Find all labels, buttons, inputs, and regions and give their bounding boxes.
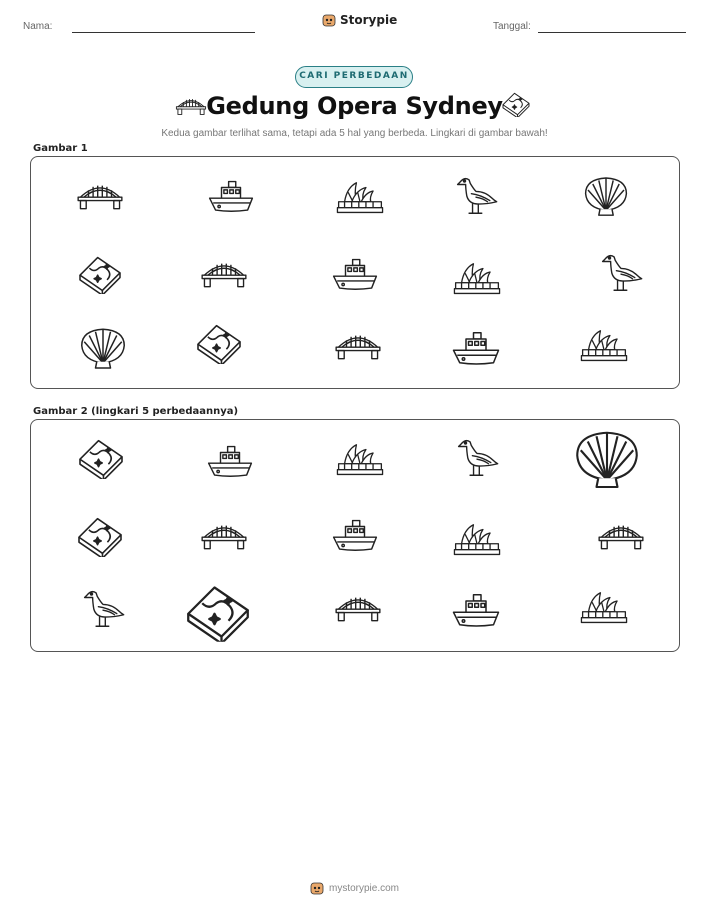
shell-icon (78, 325, 128, 371)
page-title: Gedung Opera Sydney (206, 92, 503, 120)
bridge-icon (201, 259, 247, 289)
bridge-icon (77, 181, 123, 211)
map-icon (194, 322, 244, 364)
footer (0, 881, 709, 895)
instructions: Kedua gambar terlihat sama, tetapi ada 5 hal yang berbeda. Lingkari di gambar bawah! (161, 128, 548, 139)
opera-house-icon (452, 520, 502, 558)
date-line[interactable] (538, 32, 686, 33)
mascot-icon (310, 881, 324, 895)
picture-1-label: Gambar 1 (33, 143, 88, 154)
name-label: Nama: (23, 21, 53, 32)
seagull-icon (452, 173, 500, 219)
date-label: Tanggal: (493, 21, 531, 32)
opera-house-icon (579, 326, 629, 364)
shell-icon-large[interactable] (572, 425, 642, 493)
seagull-icon (453, 435, 501, 481)
activity-badge: CARI PERBEDAAN (295, 66, 413, 88)
seagull-icon (597, 250, 645, 296)
opera-house-icon (335, 440, 385, 478)
brand-logo (322, 13, 397, 27)
shell-icon (582, 174, 630, 218)
opera-house-icon (579, 588, 629, 626)
brand-name: Storypie (340, 13, 398, 27)
seagull-icon-different[interactable] (79, 586, 127, 632)
boat-icon (330, 256, 380, 294)
map-icon (75, 515, 125, 557)
boat-icon (451, 329, 501, 369)
map-icon (75, 254, 125, 294)
opera-house-icon (452, 259, 502, 297)
map-icon (500, 91, 532, 117)
map-icon (76, 437, 126, 479)
bridge-icon (201, 521, 247, 551)
boat-icon (206, 443, 254, 481)
boat-icon (207, 178, 255, 216)
opera-house-icon (335, 178, 385, 216)
bridge-icon-different[interactable] (598, 521, 644, 551)
mascot-icon (322, 13, 336, 27)
map-icon-large[interactable] (183, 582, 253, 642)
bridge-icon-different[interactable] (335, 593, 381, 623)
boat-icon (451, 591, 501, 631)
footer-url[interactable]: mystorypie.com (328, 882, 399, 894)
boat-icon (330, 517, 380, 555)
bridge-icon (335, 331, 381, 361)
name-line[interactable] (72, 32, 255, 33)
picture-2-label: Gambar 2 (lingkari 5 perbedaannya) (33, 406, 239, 417)
